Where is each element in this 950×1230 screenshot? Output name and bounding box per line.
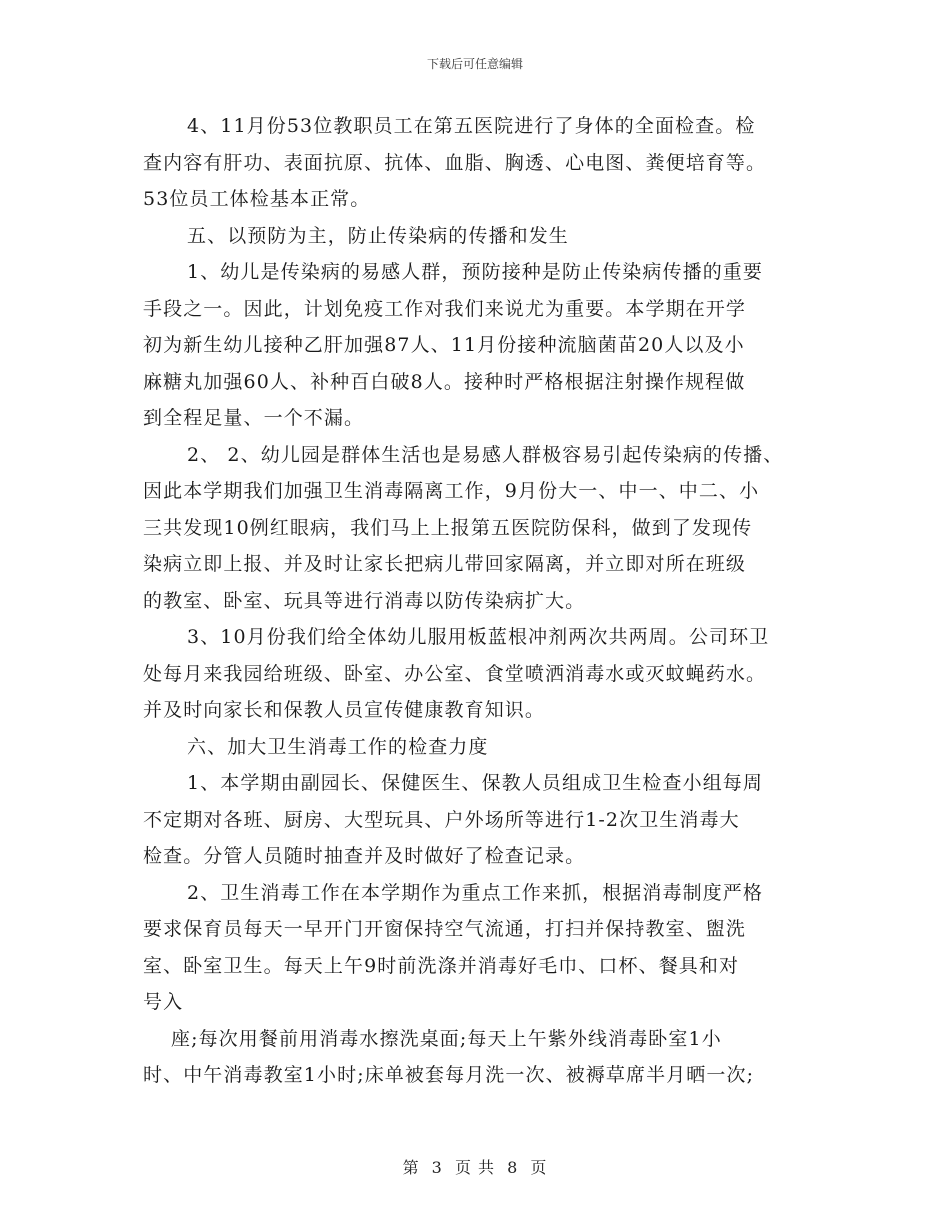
header-note: 下载后可任意编辑: [426, 57, 523, 71]
paragraph-line: 要求保育员每天一早开门开窗保持空气流通，打扫并保持教室、盥洗: [143, 918, 747, 940]
paragraph-line: 时、中午消毒教室1小时;床单被套每月洗一次、被褥草席半月晒一次;: [143, 1064, 755, 1086]
total-page-number: 8: [507, 1158, 519, 1177]
footer-prefix: 第: [402, 1158, 420, 1177]
paragraph-line: 2、卫生消毒工作在本学期作为重点工作来抓，根据消毒制度严格: [187, 881, 763, 904]
paragraph-line: 室、卧室卫生。每天上午9时前洗涤并消毒好毛巾、口杯、餐具和对: [143, 954, 740, 977]
paragraph-line: 麻糖丸加强60人、补种百白破8人。接种时严格根据注射操作规程做: [143, 370, 746, 393]
paragraph-line: 1、本学期由副园长、保健医生、保教人员组成卫生检查小组每周: [187, 772, 763, 794]
paragraph-line: 处每月来我园给班级、卧室、办公室、食堂喷洒消毒水或灭蚊蝇药水。: [143, 662, 767, 685]
paragraph-line: 53位员工体检基本正常。: [143, 188, 371, 210]
paragraph-line: 染病立即上报、并及时让家长把病儿带回家隔离，并立即对所在班级: [143, 553, 747, 575]
paragraph-line: 因此本学期我们加强卫生消毒隔离工作，9月份大一、中一、中二、小: [143, 480, 760, 502]
document-body: [143, 108, 808, 1094]
paragraph-line: 2、 2、幼儿园是群体生活也是易感人群极容易引起传染病的传播、: [187, 443, 784, 466]
paragraph-line: 并及时向家长和保教人员宣传健康教育知识。: [143, 699, 546, 721]
page-number-footer: [0, 1155, 950, 1178]
section-heading: 五、以预防为主，防止传染病的传播和发生: [187, 224, 569, 247]
paragraph-line: 检查。分管人员随时抽查并及时做好了检查记录。: [143, 845, 586, 867]
paragraph-line: 4、11月份53位教职员工在第五医院进行了身体的全面检查。检: [187, 115, 756, 137]
current-page-number: 3: [431, 1158, 443, 1177]
paragraph-line: 初为新生幼儿接种乙肝加强87人、11月份接种流脑菌苗20人以及小: [143, 334, 745, 356]
section-heading: 六、加大卫生消毒工作的检查力度: [187, 735, 489, 758]
paragraph-line: 不定期对各班、厨房、大型玩具、户外场所等进行1-2次卫生消毒大: [143, 808, 740, 831]
paragraph-line: 号入: [143, 991, 184, 1013]
paragraph-line: 手段之一。因此，计划免疫工作对我们来说尤为重要。本学期在开学: [143, 297, 747, 320]
paragraph-line: 三共发现10例红眼病，我们马上上报第五医院防保科，做到了发现传: [143, 516, 753, 539]
paragraph-line: 到全程足量、一个不漏。: [143, 407, 365, 429]
paragraph-line: 座;每次用餐前用消毒水擦洗桌面;每天上午紫外线消毒卧室1小: [171, 1027, 722, 1050]
paragraph-line: 1、幼儿是传染病的易感人群，预防接种是防止传染病传播的重要: [187, 261, 763, 283]
footer-suffix: 页: [530, 1158, 548, 1177]
paragraph-line: 的教室、卧室、玩具等进行消毒以防传染病扩大。: [143, 589, 586, 612]
paragraph-line: 3、10月份我们给全体幼儿服用板蓝根冲剂两次共两周。公司环卫: [187, 626, 770, 648]
paragraph-line: 查内容有肝功、表面抗原、抗体、血脂、胸透、心电图、粪便培育等。: [143, 151, 767, 174]
footer-middle: 页 共: [454, 1158, 496, 1177]
